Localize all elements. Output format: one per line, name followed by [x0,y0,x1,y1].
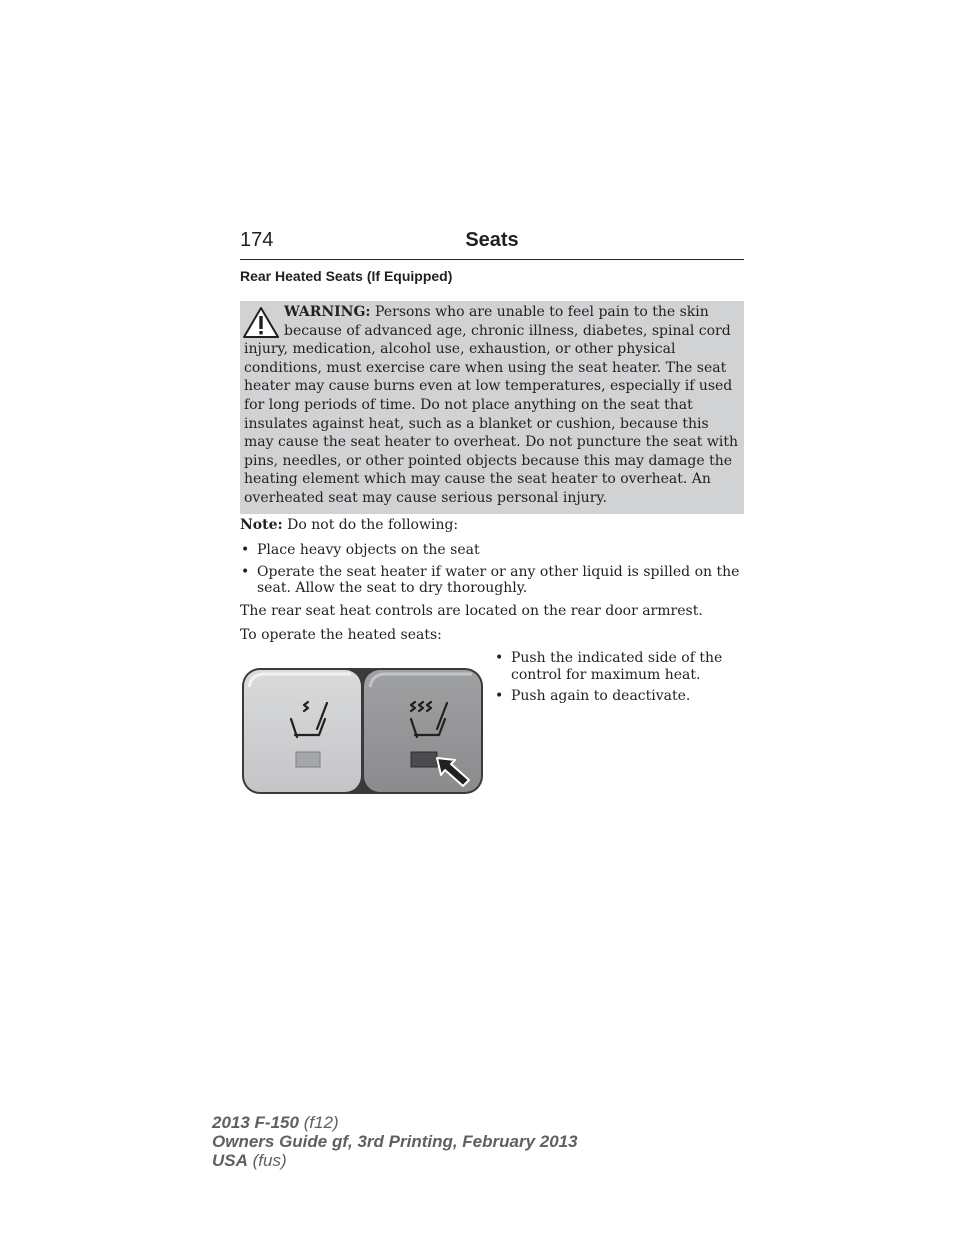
list-item: • Push the indicated side of the control for maximum heat. [494,650,744,683]
operate-list [494,650,744,710]
warning-body: Persons who are unable to feel pain to the skin because of advanced age, chronic illness, diabetes, spinal cord injury, medication, alcohol use, exhaustion, or other physical conditions, must exercise care when using the seat heater. The seat heater may cause burns even at low temperatures, especially if used for long periods of time. Do not place anything on the seat that insulates against heat, such as a blanket or cushion, because this may cause the seat heater to overheat. Do not puncture the seat with pins, needles, or other pointed objects because this may damage the heating element which may cause the seat heater to overheat. An overheated seat may cause serious personal injury. [244,304,738,506]
warning-text [244,303,740,508]
note-text: Do not do the following: [287,517,459,533]
footer-region-code: (fus) [252,1151,287,1170]
operate-paragraph: To operate the heated seats: [240,627,442,643]
list-item: • Place heavy objects on the seat [240,542,744,559]
page-number: 174 [240,229,274,251]
warning-label: WARNING: [284,304,371,320]
page-footer [212,1113,578,1170]
list-item: • Push again to deactivate. [494,688,744,705]
page-header [240,229,744,260]
footer-region: USA [212,1151,248,1170]
warning-triangle-icon [242,306,280,340]
seat-heater-high-button[interactable] [364,670,481,792]
note-label: Note: [240,517,283,533]
chapter-title: Seats [465,229,519,251]
footer-guide: Owners Guide gf, 3rd Printing, February 2013 [212,1132,578,1151]
controls-paragraph: The rear seat heat controls are located on the rear door armrest. [240,603,703,619]
note-list [240,542,744,602]
note [240,517,744,534]
list-item: • Operate the seat heater if water or any other liquid is spilled on the seat. Allow the seat to dry thoroughly. [240,564,744,597]
seat-heater-control-figure [241,667,484,795]
seat-heater-low-button[interactable] [244,670,361,792]
warning-box [240,301,744,514]
section-title: Rear Heated Seats (If Equipped) [240,268,453,284]
footer-model-code: (f12) [303,1113,339,1132]
footer-model: 2013 F-150 [212,1113,299,1132]
